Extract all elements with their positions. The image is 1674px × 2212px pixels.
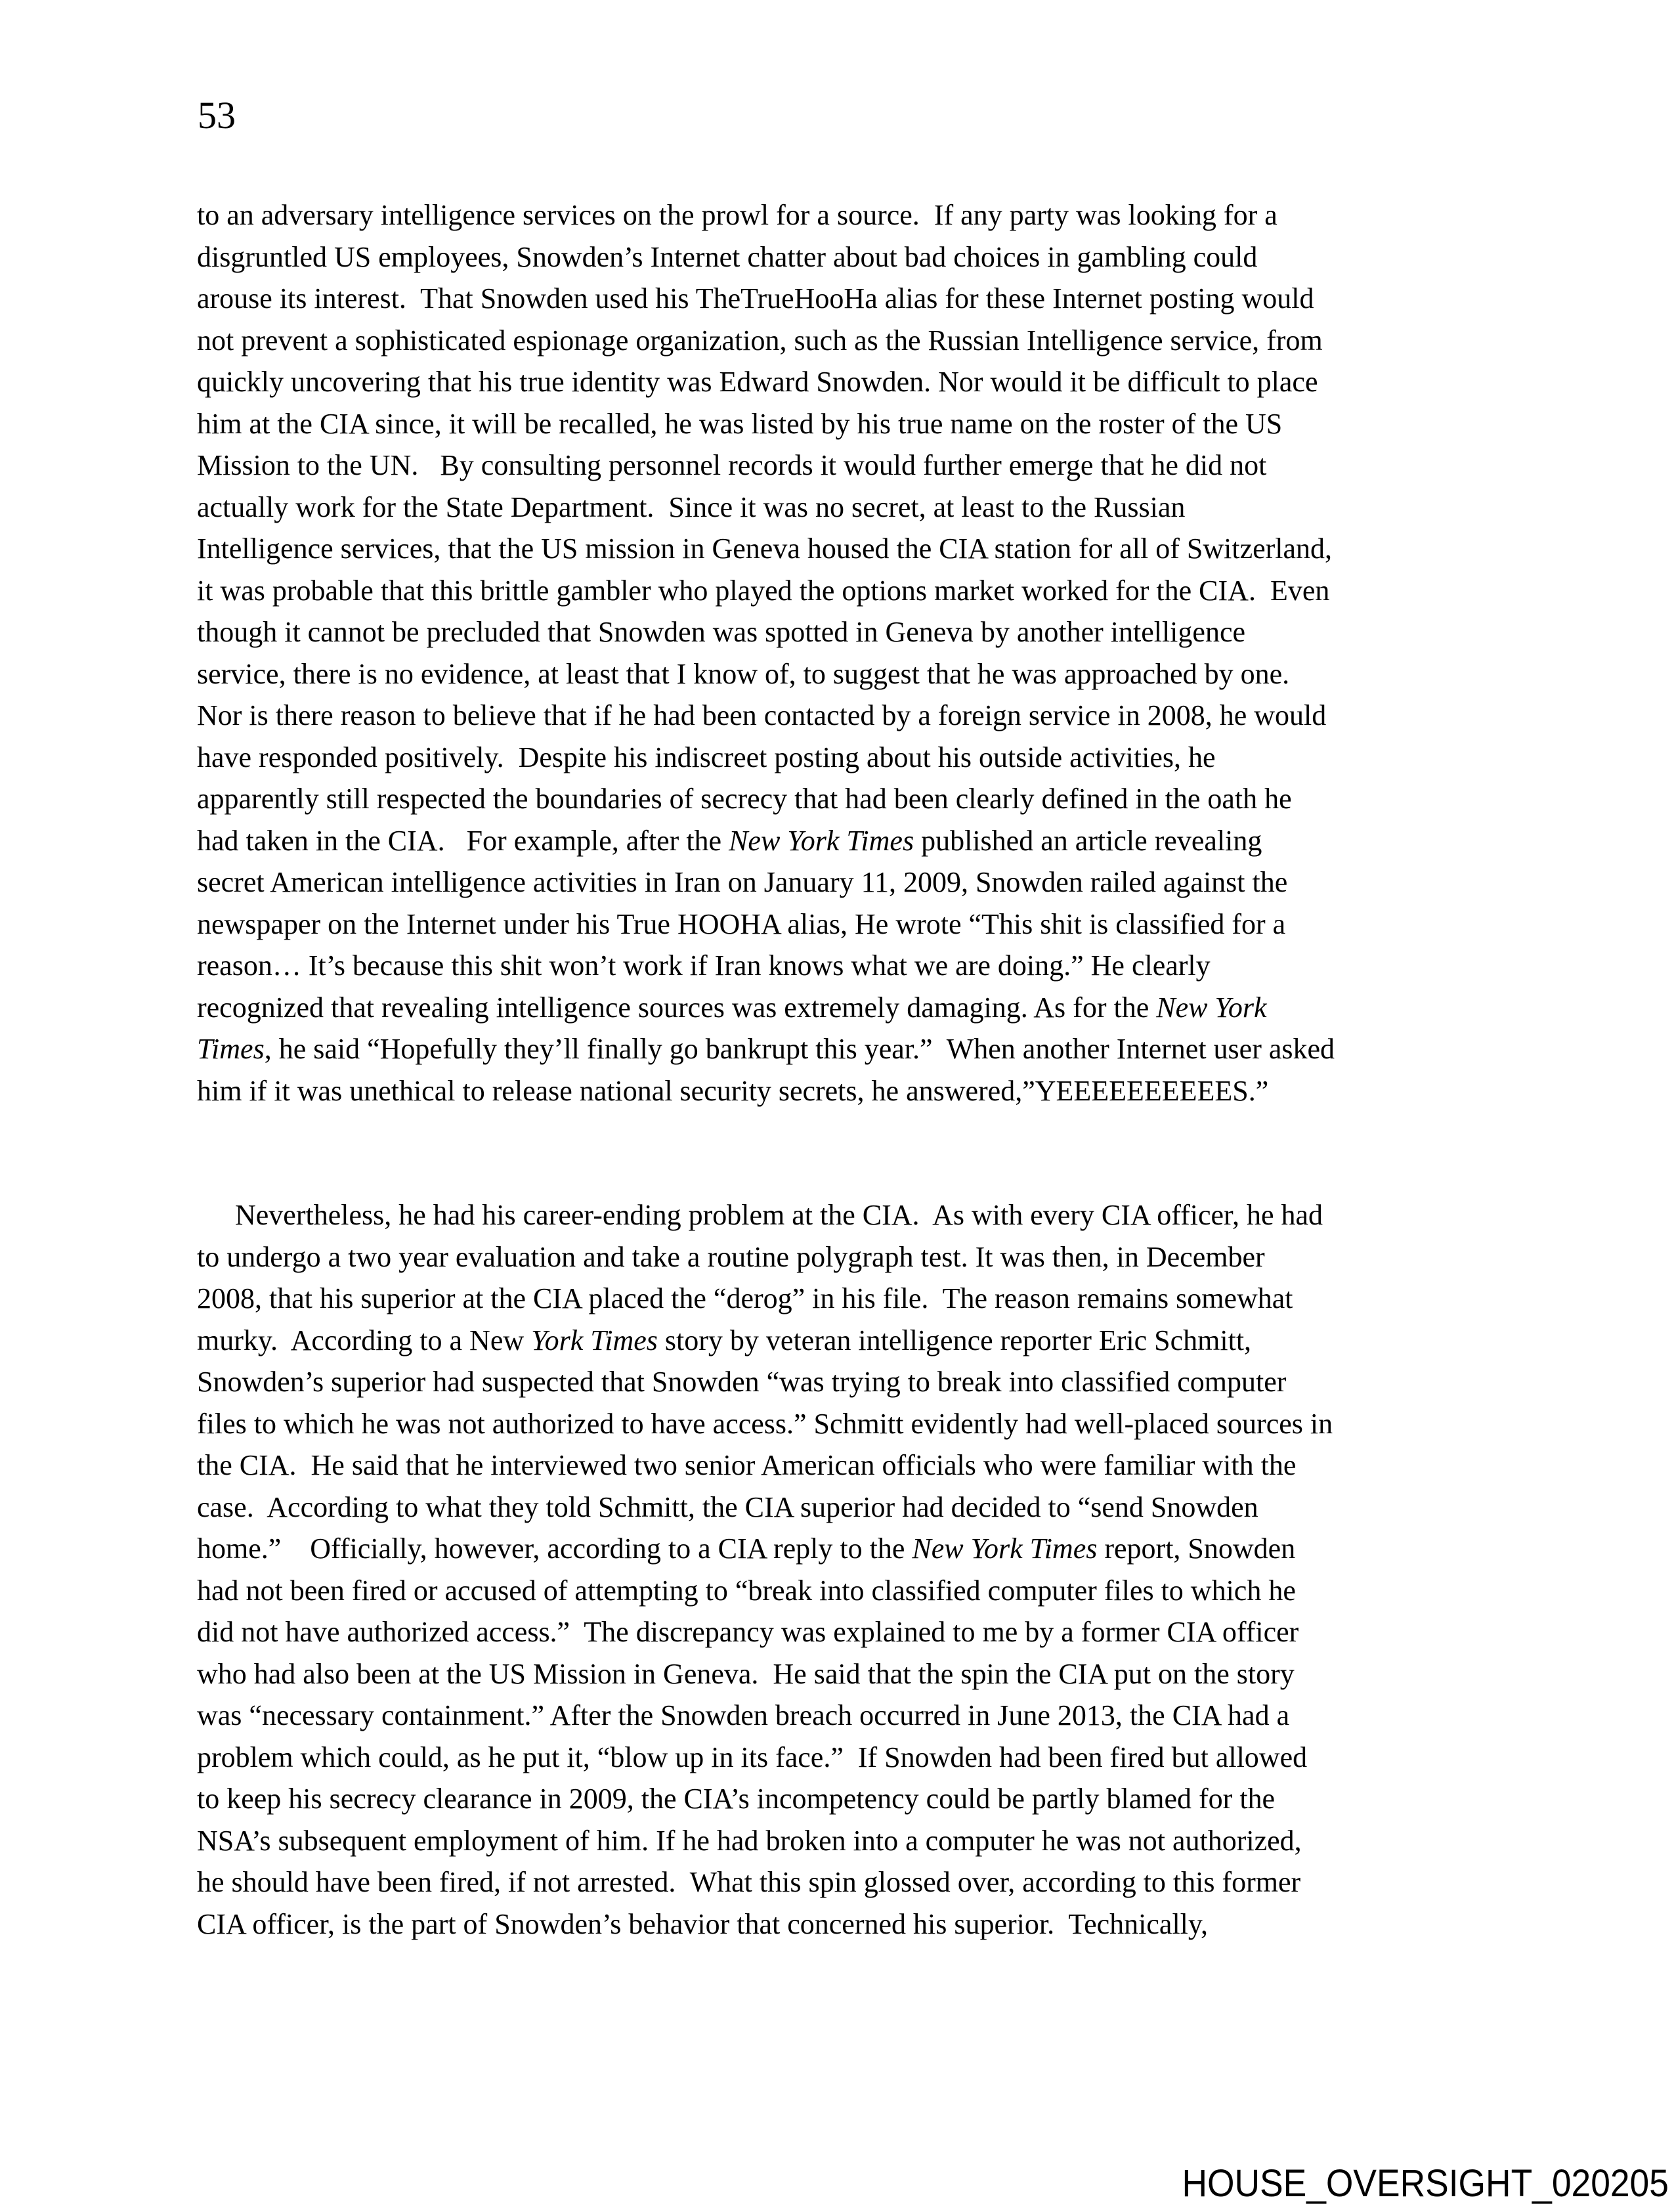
text-line bbox=[197, 445, 1523, 487]
text-segment: report, Snowden bbox=[1097, 1532, 1296, 1565]
text-line bbox=[197, 987, 1523, 1029]
text-line bbox=[197, 737, 1523, 779]
text-line bbox=[197, 1778, 1523, 1820]
text-line bbox=[197, 1028, 1523, 1070]
text-line bbox=[197, 1570, 1523, 1612]
text-segment: to keep his secrecy clearance in 2009, the CIA’s incompetency could be partly blamed for the bbox=[197, 1783, 1276, 1815]
text-segment: Snowden’s superior had suspected that Snowden “was trying to break into classified computer bbox=[197, 1366, 1287, 1398]
italic-text-segment: New York bbox=[1156, 991, 1267, 1024]
bates-stamp: HOUSE_OVERSIGHT_020205 bbox=[1182, 2162, 1669, 2205]
text-line bbox=[197, 1194, 1523, 1236]
text-segment: 2008, that his superior at the CIA placed the “derog” in his file. The reason remains somewhat bbox=[197, 1282, 1293, 1314]
text-segment: disgruntled US employees, Snowden’s Internet chatter about bad choices in gambling could bbox=[197, 240, 1258, 273]
text-segment: reason… It’s because this shit won’t work if Iran knows what we are doing.” He clearly bbox=[197, 949, 1211, 982]
text-line bbox=[197, 1403, 1523, 1445]
text-segment: though it cannot be precluded that Snowden was spotted in Geneva by another intelligence bbox=[197, 616, 1245, 648]
text-line bbox=[197, 820, 1523, 862]
text-line bbox=[197, 570, 1523, 612]
italic-text-segment: New York Times bbox=[912, 1532, 1098, 1565]
text-line bbox=[197, 1820, 1523, 1862]
text-segment: files to which he was not authorized to have access.” Schmitt evidently had well-placed sources in bbox=[197, 1407, 1333, 1440]
text-line bbox=[197, 1361, 1523, 1403]
paragraph bbox=[197, 194, 1523, 1112]
text-line bbox=[197, 1070, 1523, 1112]
text-segment: to undergo a two year evaluation and take a routine polygraph test. It was then, in December bbox=[197, 1240, 1265, 1273]
text-segment: quickly uncovering that his true identity was Edward Snowden. Nor would it be difficult to place bbox=[197, 366, 1318, 398]
text-line bbox=[197, 945, 1523, 987]
text-line bbox=[197, 528, 1523, 570]
text-line bbox=[197, 778, 1523, 820]
text-segment: the CIA. He said that he interviewed two senior American officials who were familiar with the bbox=[197, 1449, 1297, 1481]
text-line bbox=[197, 361, 1523, 403]
text-segment: murky. According to a New bbox=[197, 1324, 532, 1356]
text-segment: service, there is no evidence, at least that I know of, to suggest that he was approached by one. bbox=[197, 657, 1290, 690]
text-line bbox=[197, 903, 1523, 945]
text-segment: him if it was unethical to release national security secrets, he answered,”YEEEEEEEEEES.” bbox=[197, 1074, 1269, 1107]
text-segment: him at the CIA since, it will be recalled, he was listed by his true name on the roster of the US bbox=[197, 407, 1283, 440]
text-segment: CIA officer, is the part of Snowden’s behavior that concerned his superior. Technically, bbox=[197, 1907, 1209, 1940]
text-segment: had taken in the CIA. For example, after the bbox=[197, 824, 729, 857]
text-line bbox=[197, 1903, 1523, 1945]
text-segment: Intelligence services, that the US mission in Geneva housed the CIA station for all of Switzerland, bbox=[197, 532, 1333, 565]
text-line bbox=[197, 1611, 1523, 1653]
text-line bbox=[197, 695, 1523, 737]
italic-text-segment: Times bbox=[197, 1033, 265, 1065]
text-segment: not prevent a sophisticated espionage organization, such as the Russian Intelligence service, from bbox=[197, 324, 1323, 357]
text-line bbox=[197, 1486, 1523, 1529]
text-segment: newspaper on the Internet under his True HOOHA alias, He wrote “This shit is classified for a bbox=[197, 907, 1286, 940]
text-line bbox=[197, 1695, 1523, 1737]
text-segment: did not have authorized access.” The discrepancy was explained to me by a former CIA officer bbox=[197, 1616, 1299, 1648]
text-line bbox=[197, 1278, 1523, 1320]
text-segment: published an article revealing bbox=[914, 824, 1262, 857]
text-segment: case. According to what they told Schmitt, the CIA superior had decided to “send Snowden bbox=[197, 1490, 1258, 1523]
text-segment: to an adversary intelligence services on the prowl for a source. If any party was looking for a bbox=[197, 199, 1277, 231]
text-segment: Nor is there reason to believe that if he had been contacted by a foreign service in 2008, he would bbox=[197, 699, 1327, 731]
text-line bbox=[197, 320, 1523, 362]
text-segment: recognized that revealing intelligence sources was extremely damaging. As for the bbox=[197, 991, 1157, 1024]
paragraph bbox=[197, 1194, 1523, 1945]
text-segment: have responded positively. Despite his indiscreet posting about his outside activities, he bbox=[197, 741, 1216, 773]
text-line bbox=[197, 1653, 1523, 1695]
text-segment: actually work for the State Department. Since it was no secret, at least to the Russian bbox=[197, 490, 1186, 523]
text-line bbox=[197, 1861, 1523, 1903]
text-segment: apparently still respected the boundaries of secrecy that had been clearly defined in the oath he bbox=[197, 783, 1292, 815]
text-segment: problem which could, as he put it, “blow up in its face.” If Snowden had been fired but allowed bbox=[197, 1741, 1308, 1773]
text-line bbox=[197, 1236, 1523, 1278]
text-segment: , he said “Hopefully they’ll finally go bankrupt this year.” When another Internet user asked bbox=[264, 1033, 1335, 1065]
text-line bbox=[197, 487, 1523, 529]
text-line bbox=[197, 653, 1523, 695]
italic-text-segment: York Times bbox=[531, 1324, 658, 1356]
text-line bbox=[197, 403, 1523, 445]
italic-text-segment: New York Times bbox=[729, 824, 914, 857]
text-segment: who had also been at the US Mission in Geneva. He said that the spin the CIA put on the story bbox=[197, 1657, 1295, 1690]
body-text bbox=[197, 194, 1523, 1945]
text-segment: home.” Officially, however, according to a CIA reply to the bbox=[197, 1532, 912, 1565]
text-line bbox=[197, 861, 1523, 903]
text-line bbox=[197, 611, 1523, 653]
text-line bbox=[197, 278, 1523, 320]
text-segment: story by veteran intelligence reporter Eric Schmitt, bbox=[657, 1324, 1252, 1356]
text-segment: arouse its interest. That Snowden used his TheTrueHooHa alias for these Internet posting would bbox=[197, 282, 1314, 314]
text-line bbox=[197, 1528, 1523, 1570]
text-line bbox=[197, 1320, 1523, 1362]
text-segment: had not been fired or accused of attempting to “break into classified computer files to which he bbox=[197, 1574, 1296, 1607]
text-line bbox=[197, 1444, 1523, 1486]
text-segment: NSA’s subsequent employment of him. If he had broken into a computer he was not authorized, bbox=[197, 1824, 1302, 1857]
text-line bbox=[197, 236, 1523, 278]
text-line bbox=[197, 194, 1523, 236]
text-segment: secret American intelligence activities in Iran on January 11, 2009, Snowden railed against the bbox=[197, 866, 1288, 898]
text-segment: Mission to the UN. By consulting personnel records it would further emerge that he did not bbox=[197, 449, 1267, 481]
text-segment: it was probable that this brittle gambler who played the options market worked for the CIA. Even bbox=[197, 574, 1330, 607]
text-line bbox=[197, 1737, 1523, 1779]
page-number: 53 bbox=[198, 94, 236, 137]
text-segment: Nevertheless, he had his career-ending problem at the CIA. As with every CIA officer, he had bbox=[235, 1199, 1323, 1231]
text-segment: was “necessary containment.” After the Snowden breach occurred in June 2013, the CIA had a bbox=[197, 1699, 1290, 1731]
text-segment: he should have been fired, if not arrested. What this spin glossed over, according to this former bbox=[197, 1866, 1301, 1898]
